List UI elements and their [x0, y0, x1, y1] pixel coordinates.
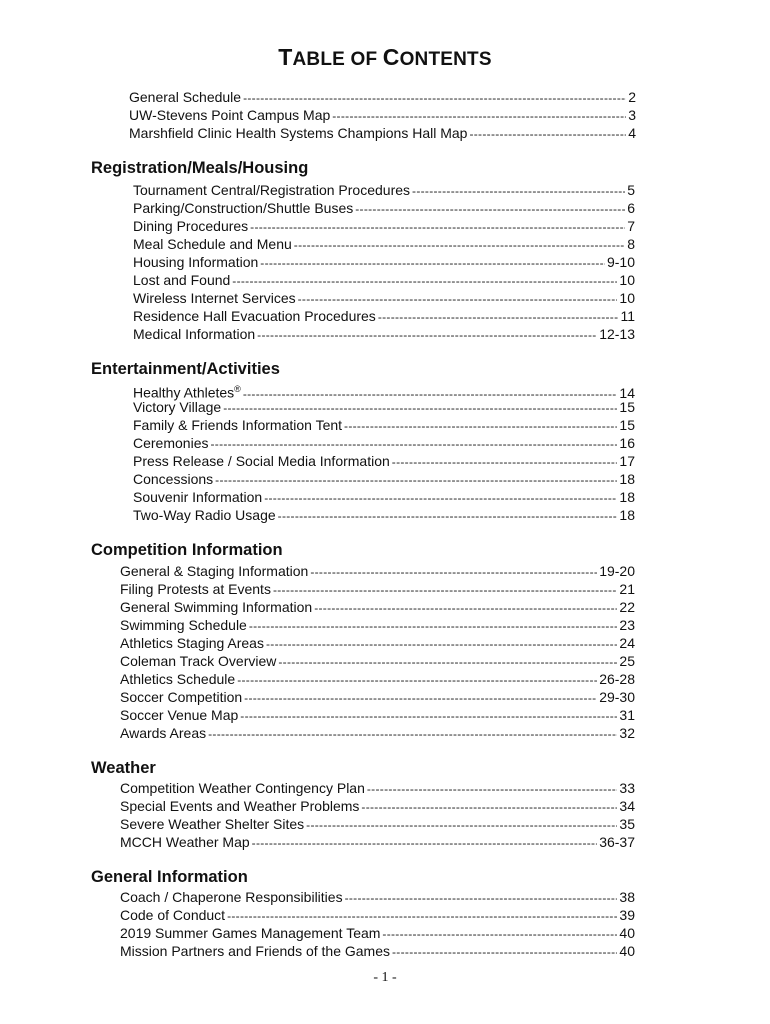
toc-entry-page: 22: [619, 599, 635, 615]
toc-entry-label: General Schedule: [129, 89, 242, 105]
toc-entry[interactable]: [133, 271, 635, 289]
toc-entry[interactable]: [133, 253, 635, 271]
toc-entry-page: 15: [619, 417, 635, 433]
toc-entry-page: 10: [619, 290, 635, 306]
toc-entry[interactable]: [133, 307, 635, 325]
toc-entry[interactable]: [133, 380, 635, 401]
toc-entry-page: 24: [619, 635, 635, 651]
toc-entry-page: 10: [619, 272, 635, 288]
toc-entry-label: Parking/Construction/Shuttle Buses: [133, 200, 354, 216]
toc-entry-label: 2019 Summer Games Management Team: [120, 925, 381, 941]
toc-entry-label: Soccer Competition: [120, 689, 243, 705]
page-number: - 1 -: [373, 970, 397, 985]
toc-entry-label: Coach / Chaperone Responsibilities: [120, 889, 343, 905]
toc-entry-page: 2: [628, 89, 636, 105]
toc-entry-page: 9-10: [606, 254, 635, 270]
toc-entry-page: 6: [627, 200, 635, 216]
toc-entry-page: 40: [619, 925, 635, 941]
toc-entry-label: Coleman Track Overview: [120, 653, 277, 669]
toc-entry[interactable]: [120, 652, 635, 670]
toc-entry[interactable]: [120, 598, 635, 616]
toc-entry-page: 26-28: [599, 671, 635, 687]
toc-entry[interactable]: [133, 470, 635, 488]
toc-entry-label: Residence Hall Evacuation Procedures: [133, 308, 376, 324]
toc-entry-label: Housing Information: [133, 254, 259, 270]
section-heading-weather: Weather: [91, 759, 156, 777]
toc-entry-page: 31: [619, 707, 635, 723]
toc-entry-label: Awards Areas: [120, 725, 207, 741]
toc-entry-label: Tournament Central/Registration Procedures: [133, 182, 411, 198]
toc-entry-label: Press Release / Social Media Information: [133, 453, 390, 469]
toc-entry[interactable]: [133, 325, 635, 343]
registered-mark: ®: [234, 384, 241, 394]
toc-entry[interactable]: [129, 124, 636, 142]
toc-entry-page: 17: [619, 453, 635, 469]
toc-entry[interactable]: [133, 416, 635, 434]
toc-entry-label: Dining Procedures: [133, 218, 249, 234]
toc-entry-label: Family & Friends Information Tent: [133, 417, 343, 433]
toc-entry-label: Filing Protests at Events: [120, 581, 271, 597]
toc-entry-label: Two-Way Radio Usage: [133, 507, 276, 523]
toc-entry[interactable]: [133, 289, 635, 307]
toc-entry-label: Wireless Internet Services: [133, 290, 296, 306]
section-heading-general: General Information: [91, 868, 248, 886]
toc-entry-page: 19-20: [599, 563, 635, 579]
section-heading-registration: Registration/Meals/Housing: [91, 159, 309, 177]
section-heading-competition: Competition Information: [91, 541, 283, 559]
toc-entry-label: General & Staging Information: [120, 563, 309, 579]
toc-entry[interactable]: [133, 434, 635, 452]
toc-entry-page: 5: [627, 182, 635, 198]
toc-entry[interactable]: [120, 815, 635, 833]
toc-entry-page: 25: [619, 653, 635, 669]
toc-entry-page: 21: [619, 581, 635, 597]
toc-entry[interactable]: [120, 670, 635, 688]
toc-entry[interactable]: [133, 199, 635, 217]
toc-entry[interactable]: [133, 452, 635, 470]
toc-entry-page: 38: [619, 889, 635, 905]
toc-entry-label: Medical Information: [133, 326, 256, 342]
toc-entry[interactable]: [120, 833, 635, 851]
page-title: TABLE OF CONTENTS: [278, 44, 492, 70]
toc-entry-label: Healthy Athletes®: [133, 384, 241, 401]
toc-entry-label: Lost and Found: [133, 272, 231, 288]
toc-entry-page: 36-37: [599, 834, 635, 850]
toc-entry-label: Athletics Schedule: [120, 671, 236, 687]
toc-entry-label: Ceremonies: [133, 435, 209, 451]
toc-entry-page: 40: [619, 943, 635, 959]
toc-entry-page: 16: [619, 435, 635, 451]
toc-entry-page: 18: [619, 489, 635, 505]
toc-entry-label: Marshfield Clinic Health Systems Champions Hall Map: [129, 125, 468, 141]
toc-entry-page: 12-13: [599, 326, 635, 342]
toc-entry-page: 15: [619, 399, 635, 415]
toc-entry-page: 33: [619, 780, 635, 796]
toc-entry-page: 3: [628, 107, 636, 123]
toc-entry-label: Victory Village: [133, 399, 222, 415]
toc-entry-page: 23: [619, 617, 635, 633]
toc-entry[interactable]: [129, 106, 636, 124]
toc-entry-label: UW-Stevens Point Campus Map: [129, 107, 331, 123]
toc-entry[interactable]: [120, 924, 635, 942]
toc-entry[interactable]: [120, 706, 635, 724]
toc-entry-label: Mission Partners and Friends of the Games: [120, 943, 391, 959]
toc-entry[interactable]: [129, 88, 636, 106]
toc-entry-label: Souvenir Information: [133, 489, 263, 505]
toc-entry[interactable]: [133, 181, 635, 199]
toc-entry-page: 14: [619, 384, 635, 401]
toc-entry[interactable]: [120, 580, 635, 598]
toc-entry-page: 34: [619, 798, 635, 814]
toc-entry-page: 11: [620, 308, 635, 324]
toc-entry-page: 4: [628, 125, 636, 141]
toc-entry-page: 35: [619, 816, 635, 832]
toc-entry[interactable]: [133, 506, 635, 524]
toc-entry[interactable]: [120, 562, 635, 580]
toc-entry-label: Competition Weather Contingency Plan: [120, 780, 365, 796]
toc-entry-page: 39: [619, 907, 635, 923]
toc-entry-label: General Swimming Information: [120, 599, 313, 615]
toc-entry-page: 8: [627, 236, 635, 252]
section-heading-entertainment: Entertainment/Activities: [91, 360, 280, 378]
toc-entry[interactable]: [120, 634, 635, 652]
toc-entry[interactable]: [120, 797, 635, 815]
toc-entry-page: 18: [619, 507, 635, 523]
toc-entry-page: 18: [619, 471, 635, 487]
toc-entry-page: 7: [627, 218, 635, 234]
toc-entry-page: 29-30: [599, 689, 635, 705]
toc-entry-label: Concessions: [133, 471, 214, 487]
toc-entry[interactable]: [120, 616, 635, 634]
toc-entry[interactable]: [133, 235, 635, 253]
toc-entry[interactable]: [120, 906, 635, 924]
toc-entry[interactable]: [120, 688, 635, 706]
toc-entry-label: Severe Weather Shelter Sites: [120, 816, 305, 832]
toc-entry-label: Code of Conduct: [120, 907, 226, 923]
toc-entry[interactable]: [133, 488, 635, 506]
toc-entry-label: Special Events and Weather Problems: [120, 798, 360, 814]
toc-entry-page: 32: [619, 725, 635, 741]
toc-entry[interactable]: [120, 724, 635, 742]
toc-entry-label: Soccer Venue Map: [120, 707, 239, 723]
toc-entry-label: Meal Schedule and Menu: [133, 236, 292, 252]
toc-entry[interactable]: [133, 217, 635, 235]
toc-entry-label: MCCH Weather Map: [120, 834, 250, 850]
toc-entry-label: Athletics Staging Areas: [120, 635, 264, 651]
toc-entry[interactable]: [120, 779, 635, 797]
toc-entry[interactable]: [120, 888, 635, 906]
toc-entry-label: Swimming Schedule: [120, 617, 247, 633]
toc-entry[interactable]: [120, 942, 635, 960]
toc-entry[interactable]: [133, 398, 635, 416]
